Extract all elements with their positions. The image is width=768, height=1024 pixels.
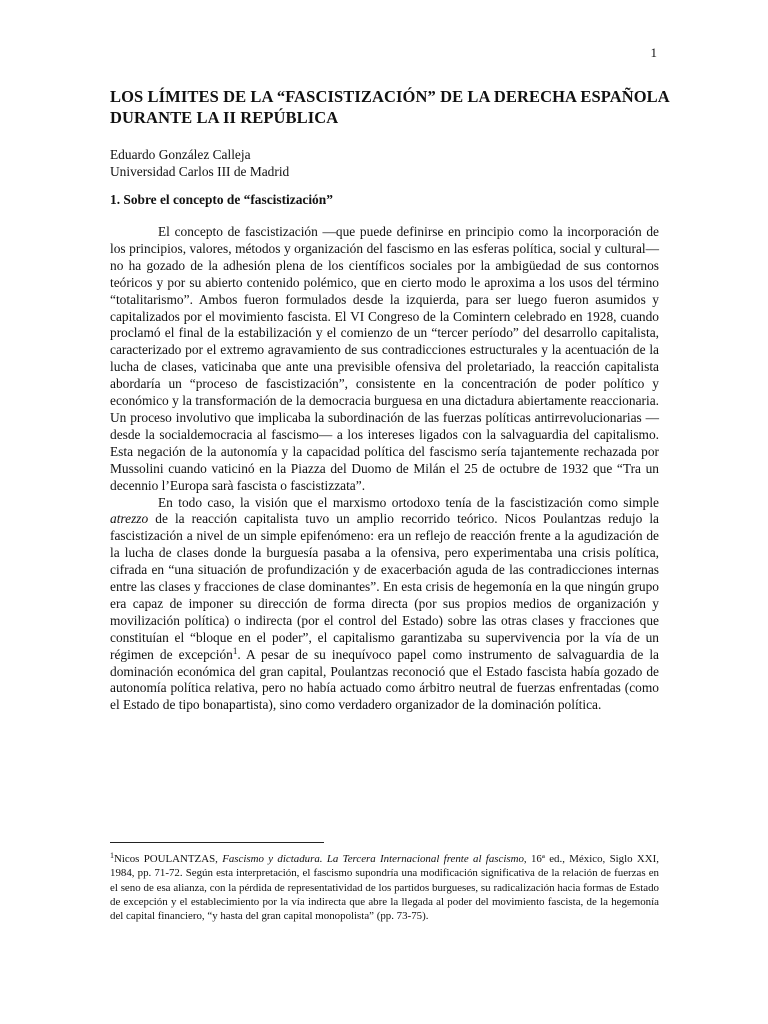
body-text [110,224,659,714]
section-heading: 1. Sobre el concepto de “fascistización” [110,192,333,207]
footnote-separator [110,842,324,843]
footnote-1 [110,852,659,923]
paragraph-2-part-1: En todo caso, la visión que el marxismo ortodoxo tenía de la fascistización como simple [158,494,659,510]
author-block [110,146,660,180]
document-title: LOS LÍMITES DE LA “FASCISTIZACIÓN” DE LA DERECHA ESPAÑOLA DURANTE LA II REPÚBLICA [110,87,669,127]
paragraph-2-italic-term: atrezzo [110,511,149,527]
footnote-author: Nicos POULANTZAS, [114,853,223,865]
paragraph-1: El concepto de fascistización —que puede definirse en principio como la incorporación de los principios, valores, métodos y organización del fascismo en las esferas política, social y cultural— no ha gozado de la adhesión plena de los científicos sociales por la ambigüedad de sus contornos teóricos y por su abierto contenido polémico, que en cierto modo le aproxima a los usos del término “totalitarismo”. Ambos fueron formulados desde la izquierda, para ser luego fueron asumidos y capitalizados por el movimiento fascista. El VI Congreso de la Comintern celebrado en 1928, cuando proclamó el final de la estabilización y el comienzo de un “tercer período” del desarrollo capitalista, caracterizado por el extremo agravamiento de sus contradicciones estructurales y la acentuación de la lucha de clases, vaticinaba que ante una previsible ofensiva del proletariado, la reacción capitalista abordaría un “proceso de fascistización”, consistente en la concentración de poder político y económico y la transformación de la democracia burguesa en una dictadura abiertamente reaccionaria. Un proceso involutivo que implicaba la subordinación de las fuerzas políticas antirrevolucionarias —desde la socialdemocracia al fascismo— a los intereses ligados con la salvaguardia del capitalismo. Esta negación de la autonomía y la capacidad política del fascismo sería tajantemente rechazada por Mussolini cuando vaticinó en la Piazza del Duomo de Milán el 25 de octubre de 1932 que “Tra un decennio l’Europa sarà fascista o fascistizzata”. [110,224,659,493]
footnote-reference[interactable]: 1 [232,645,238,656]
footnote-book-title: Fascismo y dictadura. La Tercera Internacional frente al fascismo [222,853,524,865]
paragraph-2 [110,495,659,715]
author-affiliation: Universidad Carlos III de Madrid [110,164,290,179]
paragraph-2-part-3: . A pesar de su inequívoco papel como instrumento de salvaguardia de la dominación económica del gran capital, Poulantzas reconoció que el Estado fascista había gozado de autonomía política relativa, pero no había actuado como árbitro neutral de fuerzas enfrentadas (como el Estado de tipo bonapartista), sino como verdadero organizador de la dominación política. [110,646,659,713]
page-number: 1 [650,45,657,60]
footnote-marker: 1 [110,851,114,860]
paragraph-2-part-2: de la reacción capitalista tuvo un amplio recorrido teórico. Nicos Poulantzas redujo la fascistización a nivel de un simple epifenómeno: era un reflejo de reacción frente a la agudización de la lucha de clases donde la burguesía pasaba a la ofensiva, pero experimentaba una crisis política, cifrada en “una situación de profundización y de exacerbación aguda de las contradicciones internas entre las clases y fracciones de clase dominantes”. En esta crisis de hegemonía en la que ningún grupo era capaz de imponer su dirección de forma directa (por sus propios medios de organización y movilización política) o indirecta (por el control del Estado) sobre las otras clases y fracciones que constituían el “bloque en el poder”, el capitalismo garantizaba su supervivencia por la vía de un régimen de excepción [110,511,659,662]
footnote-citation: , 16ª ed., México, Siglo XXI, 1984, pp. 71-72. [110,853,659,880]
author-name: Eduardo González Calleja [110,147,251,162]
footnote-comment: Según esta interpretación, el fascismo supondría una modificación significativa de la relación de fuerzas en el seno de esa alianza, con la pérdida de representatividad de los partidos burgueses, su radicalización hacia formas de Estado de excepción y el establecimiento por la vía indirecta que abre la llegada al poder del movimiento fascista, de la hegemonía del capital financiero, “y hasta del gran capital monopolista” (pp. 73-75). [110,867,659,923]
